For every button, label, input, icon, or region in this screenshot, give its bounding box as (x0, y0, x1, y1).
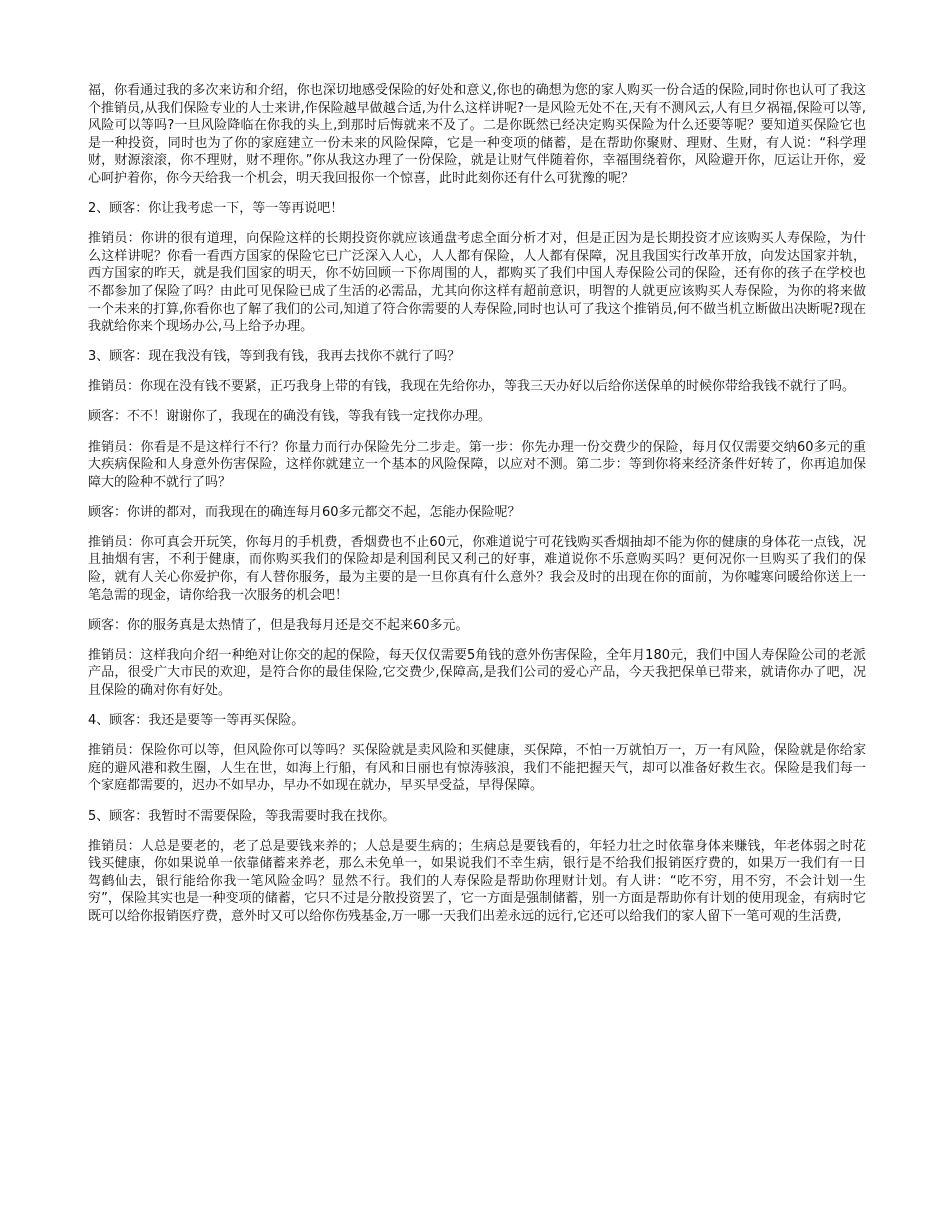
paragraph-salesman-4: 推销员：保险你可以等，但风险你可以等吗？买保险就是卖风险和买健康，买保障，不怕一万就怕万一，万一有风险，保险就是你给家庭的避风港和救生圈，人生在世，如海上行船，有风和日丽也有惊涛骇浪，我们不能把握天气，却可以准备好救生衣。保险是我们每一个家庭都需要的，迟办不如早办，早办不如现在就办，早买早受益，早得保障。 (88, 743, 866, 794)
paragraph-salesman-3e: 推销员：你可真会开玩笑，你每月的手机费，香烟费也不止60元，你难道说宁可花钱购买香烟抽却不能为你的健康的身体花一点钱，况且抽烟有害，不利于健康，而你购买我们的保险却是利国利民又利己的好事，难道说你不乐意购买吗？更何况你一旦购买了我们的保险，就有人关心你爱护你，有人替你服务，最为主要的是一旦你真有什么意外？我会及时的出现在你的面前，为你嘘寒问暖给你送上一笔急需的现金，请你给我一次服务的机会吧！ (88, 534, 866, 603)
document-body (88, 82, 866, 938)
paragraph-customer-3: 3、顾客：现在我没有钱，等到我有钱，我再去找你不就行了吗？ (88, 349, 461, 365)
paragraph-customer-4: 4、顾客：我还是要等一等再买保险。 (88, 713, 305, 729)
paragraph-intro: 福，你看通过我的多次来访和介绍，你也深切地感受保险的好处和意义,你也的确想为您的家人购买一份合适的保险,同时你也认可了我这个推销员,从我们保险专业的人士来讲,作保险越早做越合适,为什么这样讲呢?一是风险无处不在,天有不测风云,人有旦夕祸福,保险可以等,风险可以等吗?一旦风险降临在你我的头上,到那时后悔就来不及了。二是你既然已经决定购买保险为什么还要等呢？要知道买保险它也是一种投资，同时也为了你的家庭建立一份未来的风险保障，它是一种变项的储蓄，是在帮助你聚财、理财、生财，有人说：“科学理财，财源滚滚，你不理财，财不理你。”你从我这办理了一份保险，就是让财气伴随着你，幸福围绕着你，风险避开你，厄运让开你，爱心呵护着你，你今天给我一个机会，明天我回报你一个惊喜，此时此刻你还有什么可犹豫的呢？ (88, 83, 866, 186)
paragraph-customer-2: 2、顾客：你让我考虑一下，等一等再说吧！ (88, 201, 344, 217)
paragraph-salesman-3a: 推销员：你现在没有钱不要紧，正巧我身上带的有钱，我现在先给你办，等我三天办好以后给你送保单的时候你带给我钱不就行了吗。 (88, 379, 856, 395)
paragraph-customer-3f: 顾客：你的服务真是太热情了，但是我每月还是交不起来60多元。 (88, 617, 469, 633)
paragraph-customer-5: 5、顾客：我暂时不需要保险，等我需要时我在找你。 (88, 808, 396, 824)
paragraph-salesman-3g: 推销员：这样我向介绍一种绝对让你交的起的保险，每天仅仅需要5角钱的意外伤害保险，全年月180元，我们中国人寿保险公司的老派产品，很受广大市民的欢迎，是符合你的最佳保险,它交费少,保障高,是我们公司的爱心产品，今天我把保单已带来，就请你办了吧，况且保险的确对你有好处。 (88, 647, 866, 699)
paragraph-customer-3b: 顾客：不不！谢谢你了，我现在的确没有钱，等我有钱一定找你办理。 (88, 409, 492, 425)
paragraph-customer-3d: 顾客：你讲的都对，而我现在的确连每月60多元都交不起，怎能办保险呢？ (88, 504, 521, 520)
paragraph-salesman-2: 推销员：你讲的很有道理，向保险这样的长期投资你就应该通盘考虑全面分析才对，但是正因为是长期投资才应该购买人寿保险，为什么这样讲呢？你看一看西方国家的保险它已广泛深入人心，人人都有保险，人人都有保障，况且我国实行改革开放，向发达国家并轨，西方国家的昨天，就是我们国家的明天，你不妨回顾一下你周围的人，都购买了我们中国人寿保险公司的保险，还有你的孩子在学校也不都参加了保险了吗？由此可见保险已成了生活的必需品，尤其向你这样有超前意识，明智的人就更应该购买人寿保险，为你的将来做一个未来的打算,你看你也了解了我们的公司,知道了符合你需要的人寿保险,同时也认可了我这个推销员,何不做当机立断做出决断呢?现在我就给你来个现场办公,马上给予办理。 (88, 231, 866, 335)
paragraph-salesman-5: 推销员：人总是要老的，老了总是要钱来养的；人总是要生病的；生病总是要钱看的，年轻力壮之时依靠身体来赚钱，年老体弱之时花钱买健康，你如果说单一依靠储蓄来养老，那么未免单一，如果说我们不幸生病，银行是不给我们报销医疗费的，如果万一我们有一日驾鹤仙去，银行能给你我一笔风险金吗？显然不行。我们的人寿保险是帮助你理财计划。有人讲：“吃不穷，用不穷，不会计划一生穷”，保险其实也是一种变项的储蓄，它只不过是分散投资罢了，它一方面是强制储蓄，别一方面是帮助你有计划的使用现金，有病时它既可以给你报销医疗费，意外时又可以给你伤残基金,万一哪一天我们出差永远的远行,它还可以给我们的家人留下一笔可观的生活费, (88, 838, 866, 924)
paragraph-salesman-3c: 推销员：你看是不是这样行不行？你量力而行办保险先分二步走。第一步：你先办理一份交费少的保险，每月仅仅需要交纳60多元的重大疾病保险和人身意外伤害保险，这样你就建立一个基本的风险保障，以应对不测。第二步：等到你将来经济条件好转了，你再追加保障大的险种不就行了吗？ (88, 439, 866, 490)
